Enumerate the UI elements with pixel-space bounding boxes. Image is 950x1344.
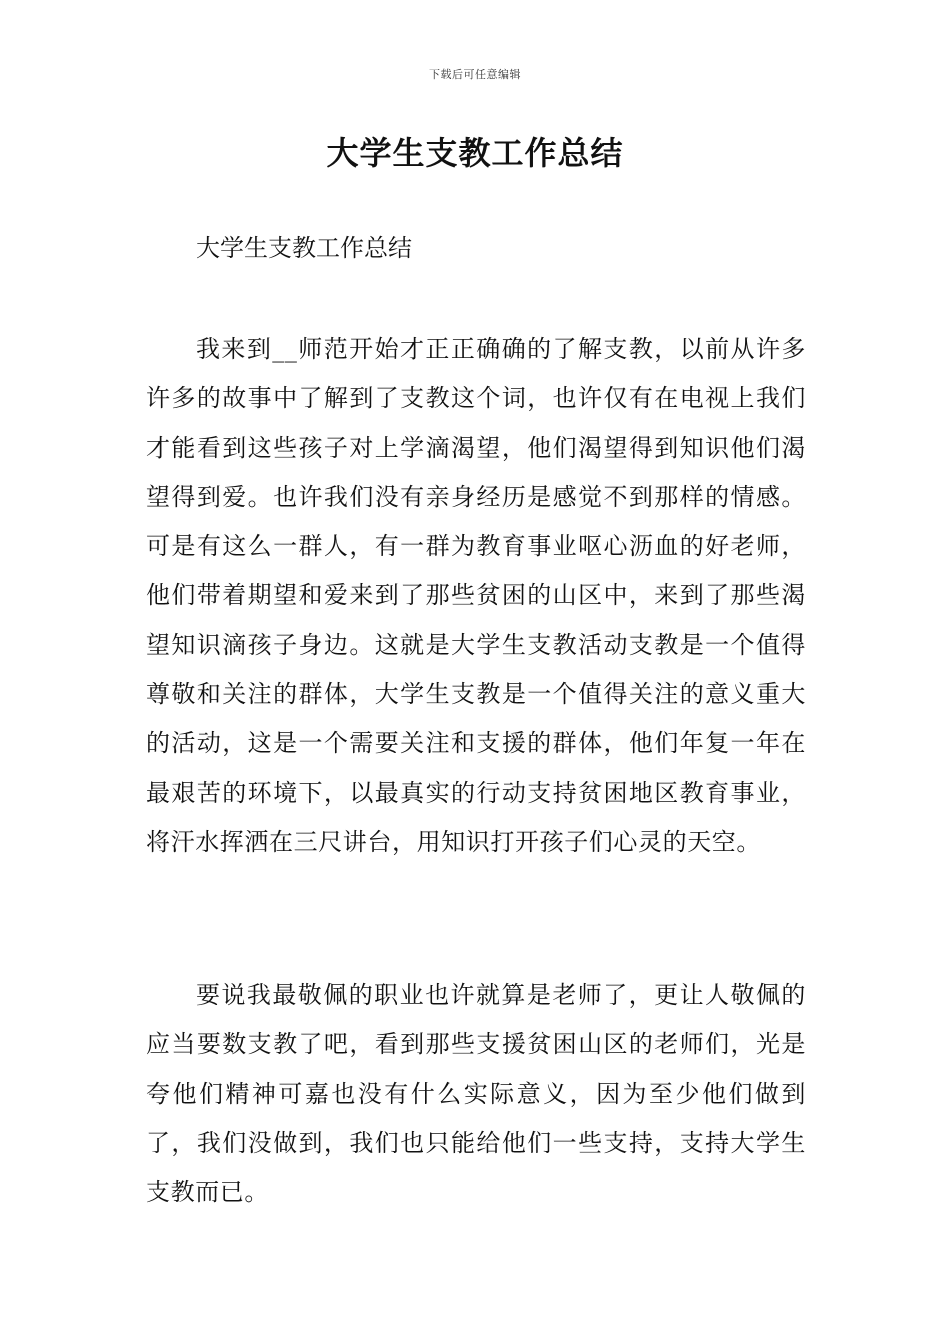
body-paragraph: 我来到__师范开始才正正确确的了解支教，以前从许多许多的故事中了解到了支教这个词，也许仅有在电视上我们才能看到这些孩子对上学滴渴望，他们渴望得到知识他们渴望得到爱。也许我们没有亲身经历是感觉不到那样的情感。可是有这么一群人，有一群为教育事业呕心沥血的好老师，他们带着期望和爱来到了那些贫困的山区中，来到了那些渴望知识滴孩子身边。这就是大学生支教活动支教是一个值得尊敬和关注的群体，大学生支教是一个值得关注的意义重大的活动，这是一个需要关注和支援的群体，他们年复一年在最艰苦的环境下，以最真实的行动支持贫困地区教育事业，将汗水挥洒在三尺讲台，用知识打开孩子们心灵的天空。 [146, 335, 806, 856]
document-title: 大学生支教工作总结 [326, 134, 624, 172]
body-paragraph: 要说我最敬佩的职业也许就算是老师了，更让人敬佩的应当要数支教了吧，看到那些支援贫困山区的老师们，光是夸他们精神可嘉也没有什么实际意义，因为至少他们做到了，我们没做到，我们也只能给他们一些支持，支持大学生支教而已。 [146, 981, 806, 1207]
header-note: 下载后可任意编辑 [429, 68, 521, 81]
document-subtitle: 大学生支教工作总结 [196, 234, 412, 262]
